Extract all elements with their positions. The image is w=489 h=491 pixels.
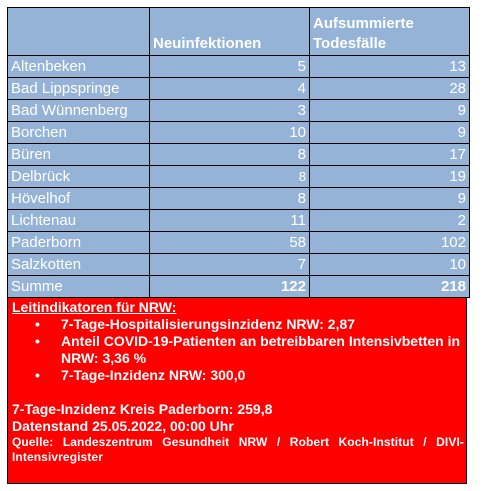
new-infections-value: 10: [150, 122, 310, 144]
table-row: [8, 232, 470, 254]
deaths-value: 2: [310, 210, 470, 232]
new-infections-value: 3: [150, 100, 310, 122]
deaths-value: 19: [310, 166, 470, 188]
deaths-value: 9: [310, 188, 470, 210]
table-row: [8, 122, 470, 144]
data-timestamp: Datenstand 25.05.2022, 00:00 Uhr: [12, 418, 234, 434]
municipality-name: Lichtenau: [8, 210, 150, 232]
new-infections-value: 8: [150, 144, 310, 166]
new-infections-value: 58: [150, 232, 310, 254]
table-row: [8, 100, 470, 122]
sum-deaths: 218: [310, 276, 470, 298]
sum-label: Summe: [8, 276, 150, 298]
table-row: [8, 166, 470, 188]
bullet-icon: •: [35, 316, 40, 332]
new-infections-value: 11: [150, 210, 310, 232]
table-row: [8, 188, 470, 210]
municipality-name: Paderborn: [8, 232, 150, 254]
spacer: [12, 384, 464, 401]
new-infections-value: 8: [150, 188, 310, 210]
deaths-value: 9: [310, 122, 470, 144]
table-row: [8, 210, 470, 232]
indicator-list: [12, 316, 464, 384]
header-municipality: [8, 8, 150, 56]
bullet-icon: •: [35, 367, 40, 383]
municipality-name: Salzkotten: [8, 254, 150, 276]
new-infections-value: 5: [150, 56, 310, 78]
indicator-text: 7-Tage-Inzidenz NRW: 300,0: [61, 367, 246, 383]
table-row: [8, 254, 470, 276]
new-infections-value: 7: [150, 254, 310, 276]
indicator-item: [12, 367, 464, 384]
deaths-value: 10: [310, 254, 470, 276]
indicator-text: Anteil COVID-19-Patienten an betreibbaren Intensivbetten in NRW: 3,36 %: [61, 333, 461, 366]
deaths-value: 17: [310, 144, 470, 166]
table-row: [8, 78, 470, 100]
new-infections-small-value: 8: [298, 169, 306, 184]
municipality-name: Büren: [8, 144, 150, 166]
municipality-name: Hövelhof: [8, 188, 150, 210]
bullet-icon: •: [35, 333, 40, 349]
indicators-box: [7, 298, 467, 484]
deaths-value: 102: [310, 232, 470, 254]
kreis-incidence: 7-Tage-Inzidenz Kreis Paderborn: 259,8: [12, 401, 273, 417]
municipality-name: Delbrück: [8, 166, 150, 188]
covid-report: [7, 7, 469, 484]
indicators-heading: Leitindikatoren für NRW:: [12, 299, 177, 315]
header-new-infections: Neuinfektionen: [150, 8, 310, 56]
table-row: [8, 144, 470, 166]
municipality-name: Borchen: [8, 122, 150, 144]
sum-new-infections: 122: [150, 276, 310, 298]
new-infections-value: 4: [150, 78, 310, 100]
indicator-text: 7-Tage-Hospitalisierungsinzidenz NRW: 2,87: [61, 316, 356, 332]
indicator-item: [12, 333, 464, 367]
sum-row: [8, 276, 470, 298]
table-header-row: [8, 8, 470, 56]
case-table: [7, 7, 470, 298]
municipality-name: Bad Wünnenberg: [8, 100, 150, 122]
header-cumulative-deaths: Aufsummierte Todesfälle: [310, 8, 470, 56]
deaths-value: 28: [310, 78, 470, 100]
deaths-value: 13: [310, 56, 470, 78]
deaths-value: 9: [310, 100, 470, 122]
table-row: [8, 56, 470, 78]
new-infections-value: [150, 166, 310, 188]
municipality-name: Bad Lippspringe: [8, 78, 150, 100]
indicator-item: [12, 316, 464, 333]
source-note: Quelle: Landeszentrum Gesundheit NRW / Robert Koch-Institut / DIVI-Intensivregister: [12, 435, 464, 464]
municipality-name: Altenbeken: [8, 56, 150, 78]
